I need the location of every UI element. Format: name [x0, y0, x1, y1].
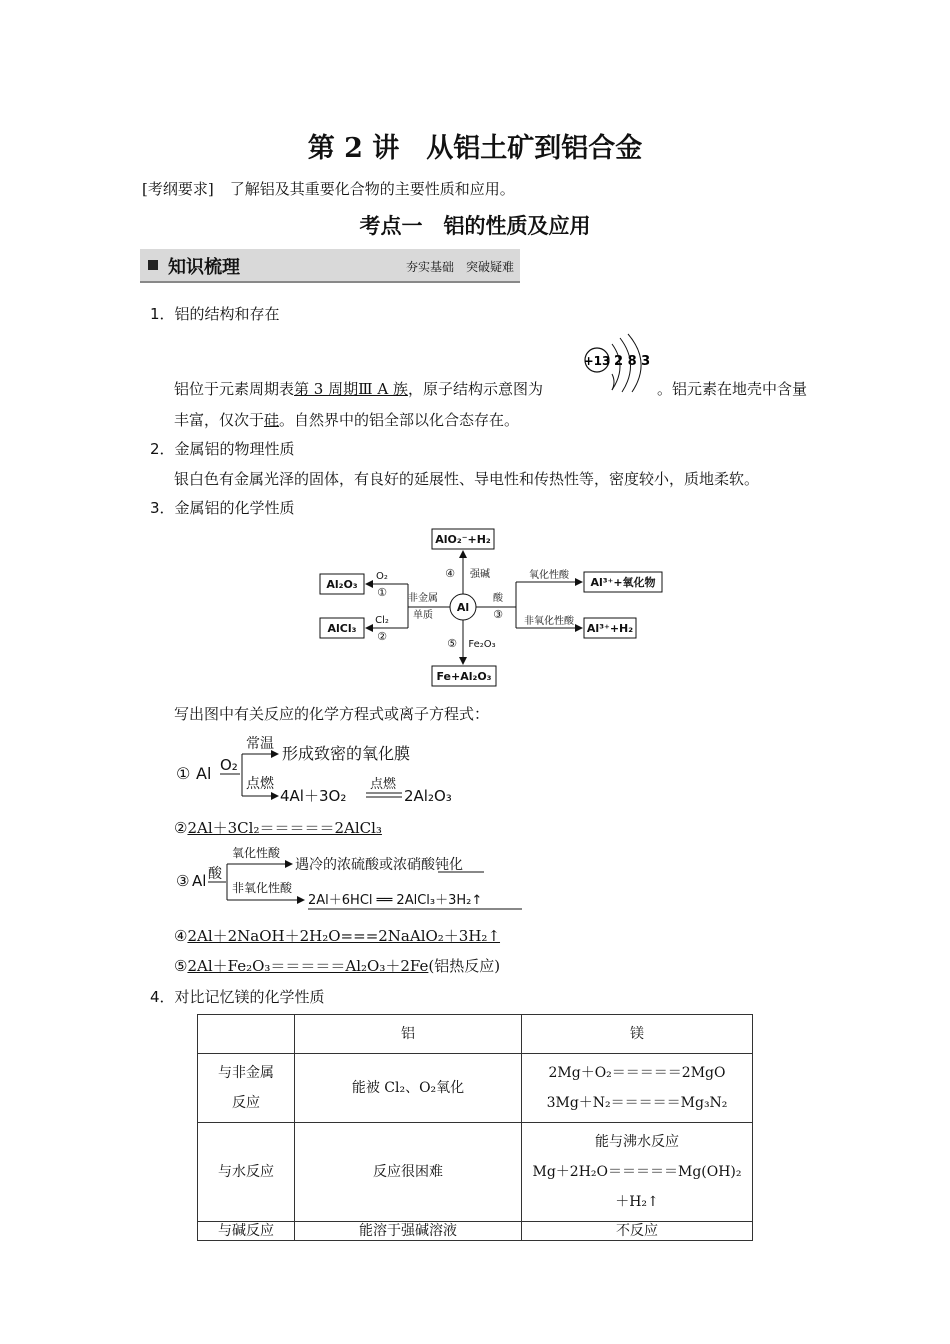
- mg-n2-equation: 3Mg＋N₂＝＝＝＝＝Mg₃N₂: [546, 1095, 728, 1111]
- eq1-num: ①: [176, 764, 191, 783]
- label-o2: O₂: [376, 571, 388, 582]
- label-fe2o3: Fe₂O₃: [468, 639, 496, 650]
- eq2-text: 2Al＋3Cl₂＝＝＝＝＝2AlCl₃: [187, 819, 382, 837]
- eq1-cond: 点燃: [370, 777, 397, 792]
- atom-nucleus: +13: [583, 354, 611, 368]
- table-cell-mg: [522, 1123, 753, 1222]
- label-oxidizing-acid: 氧化性酸: [529, 570, 569, 581]
- s3-prompt: 写出图中有关反应的化学方程式或离子方程式：: [174, 705, 490, 723]
- eq5-text: 2Al＋Fe₂O₃＝＝＝＝＝Al₂O₃＋2Fe: [187, 957, 429, 975]
- s2-text: 银白色有金属光泽的固体，有良好的延展性、导电性和传热性等，密度较小，质地柔软。: [174, 470, 760, 488]
- table-header-empty: [198, 1015, 295, 1054]
- page-title: 第 2 讲 从铝土矿到铝合金: [307, 133, 643, 164]
- num-2: ②: [377, 630, 387, 643]
- table-cell-label: 与水反应: [198, 1123, 295, 1222]
- box-al3-h2: Al³⁺+H₂: [586, 622, 634, 635]
- eq2-num: ②: [174, 819, 188, 837]
- eq3-passivation: 遇冷的浓硫酸或浓硝酸钝化: [295, 857, 463, 873]
- label-element: 单质: [413, 610, 433, 621]
- table-cell-al: 能被 Cl₂、O₂氧化: [295, 1054, 522, 1123]
- s1-line2: [174, 409, 519, 430]
- table-header-mg: 镁: [522, 1015, 753, 1054]
- table-cell-al: 能溶于强碱溶液: [295, 1222, 522, 1241]
- knowledge-bar: [140, 249, 520, 283]
- s3-heading: 3．金属铝的化学性质: [150, 499, 295, 517]
- eq3-al: Al: [192, 872, 207, 890]
- comparison-table: [197, 1014, 753, 1241]
- label-nonmetal: 非金属: [408, 593, 438, 604]
- num-4: ④: [445, 567, 455, 580]
- square-bullet-icon: [148, 260, 158, 270]
- eq5-note: (铝热反应): [428, 957, 501, 975]
- equation-3: [174, 842, 534, 914]
- equation-5: [174, 955, 500, 976]
- s4-heading: 4．对比记忆镁的化学性质: [150, 988, 325, 1006]
- box-al3-oxide: Al³⁺+氧化物: [590, 576, 656, 589]
- s1-line2-post: 。自然界中的铝全部以化合态存在。: [279, 411, 520, 429]
- s1-line2-pre: 丰富，仅次于: [174, 411, 265, 429]
- eq1-right: 2Al₂O₃: [404, 787, 452, 805]
- eq3-acid: 酸: [208, 866, 222, 882]
- eq1-cond-ignite: 点燃: [246, 776, 274, 792]
- equation-1: [174, 726, 474, 810]
- knowledge-bar-title: 知识梳理: [168, 257, 240, 278]
- atom-structure-diagram: [582, 330, 658, 394]
- atom-shells: 2 8 3: [614, 354, 651, 369]
- box-al2o3: Al₂O₃: [326, 578, 358, 591]
- table-cell-label: 与非金属反应: [198, 1054, 295, 1123]
- s1-heading: 1．铝的结构和存在: [150, 305, 280, 323]
- period-group-answer: 第 3 周期Ⅲ A 族: [294, 380, 408, 398]
- eq3-nonoxidizing-acid: 非氧化性酸: [232, 881, 293, 895]
- num-3: ③: [493, 608, 503, 621]
- table-header-al: 铝: [295, 1015, 522, 1054]
- requirements-tag: [考纲要求]: [142, 180, 214, 198]
- table-cell-mg: 不反应: [522, 1222, 753, 1241]
- num-5: ⑤: [447, 637, 457, 650]
- eq1-product-film: 形成致密的氧化膜: [282, 744, 411, 763]
- mg-o2-equation: 2Mg＋O₂＝＝＝＝＝2MgO: [548, 1065, 726, 1081]
- eq1-cond-normal-temp: 常温: [246, 736, 274, 752]
- s1-line1: [174, 378, 543, 399]
- silicon-answer: 硅: [264, 411, 280, 429]
- s1-line1-pre: 铝位于元素周期表: [174, 380, 295, 398]
- eq3-oxidizing-acid: 氧化性酸: [232, 846, 281, 860]
- box-fe-al2o3: Fe+Al₂O₃: [436, 670, 492, 683]
- box-alcl3: AlCl₃: [327, 622, 357, 635]
- label-strong-base: 强碱: [470, 569, 490, 580]
- eq1-al: Al: [196, 764, 212, 783]
- equation-2: [174, 817, 382, 838]
- label-acid: 酸: [493, 593, 503, 604]
- eq1-left: 4Al＋3O₂: [280, 787, 347, 805]
- section-title: 考点一 铝的性质及应用: [359, 213, 591, 238]
- s1-line1-post: 。铝元素在地壳中含量: [657, 380, 808, 398]
- table-cell-mg: [522, 1054, 753, 1123]
- eq3-hcl-equation: 2Al＋6HCl ══ 2AlCl₃＋3H₂↑: [308, 893, 483, 908]
- eq4-num: ④: [174, 927, 188, 945]
- table-cell-al: 反应很困难: [295, 1123, 522, 1222]
- center-al: Al: [456, 601, 470, 614]
- label-nonoxidizing-acid: 非氧化性酸: [524, 616, 574, 627]
- num-1: ①: [377, 586, 387, 599]
- eq1-o2: O₂: [220, 756, 238, 774]
- exam-requirements: [142, 178, 515, 199]
- table-row: [198, 1123, 753, 1222]
- mg-water-equation: Mg＋2H₂O＝＝＝＝＝Mg(OH)₂: [532, 1164, 742, 1180]
- s2-heading: 2．金属铝的物理性质: [150, 440, 295, 458]
- box-top: AlO₂⁻+H₂: [435, 533, 491, 546]
- eq3-num: ③: [176, 872, 190, 890]
- label-cl2: Cl₂: [375, 615, 389, 626]
- table-row: [198, 1054, 753, 1123]
- requirements-text: 了解铝及其重要化合物的主要性质和应用。: [229, 180, 515, 198]
- eq4-text: 2Al＋2NaOH＋2H₂O===2NaAlO₂＋3H₂↑: [187, 927, 501, 945]
- equation-4: [174, 925, 500, 946]
- table-row: [198, 1222, 753, 1241]
- aluminum-properties-diagram: [316, 524, 672, 690]
- table-cell-label: 与碱反应: [198, 1222, 295, 1241]
- knowledge-bar-subtitle: 夯实基础 突破疑难: [405, 260, 514, 274]
- eq5-num: ⑤: [174, 957, 188, 975]
- mg-water-text: 能与沸水反应: [595, 1134, 679, 1150]
- table-header-row: [198, 1015, 753, 1054]
- mg-water-equation-cont: ＋H₂↑: [615, 1194, 659, 1210]
- s1-line1-mid: ，原子结构示意图为: [407, 380, 543, 398]
